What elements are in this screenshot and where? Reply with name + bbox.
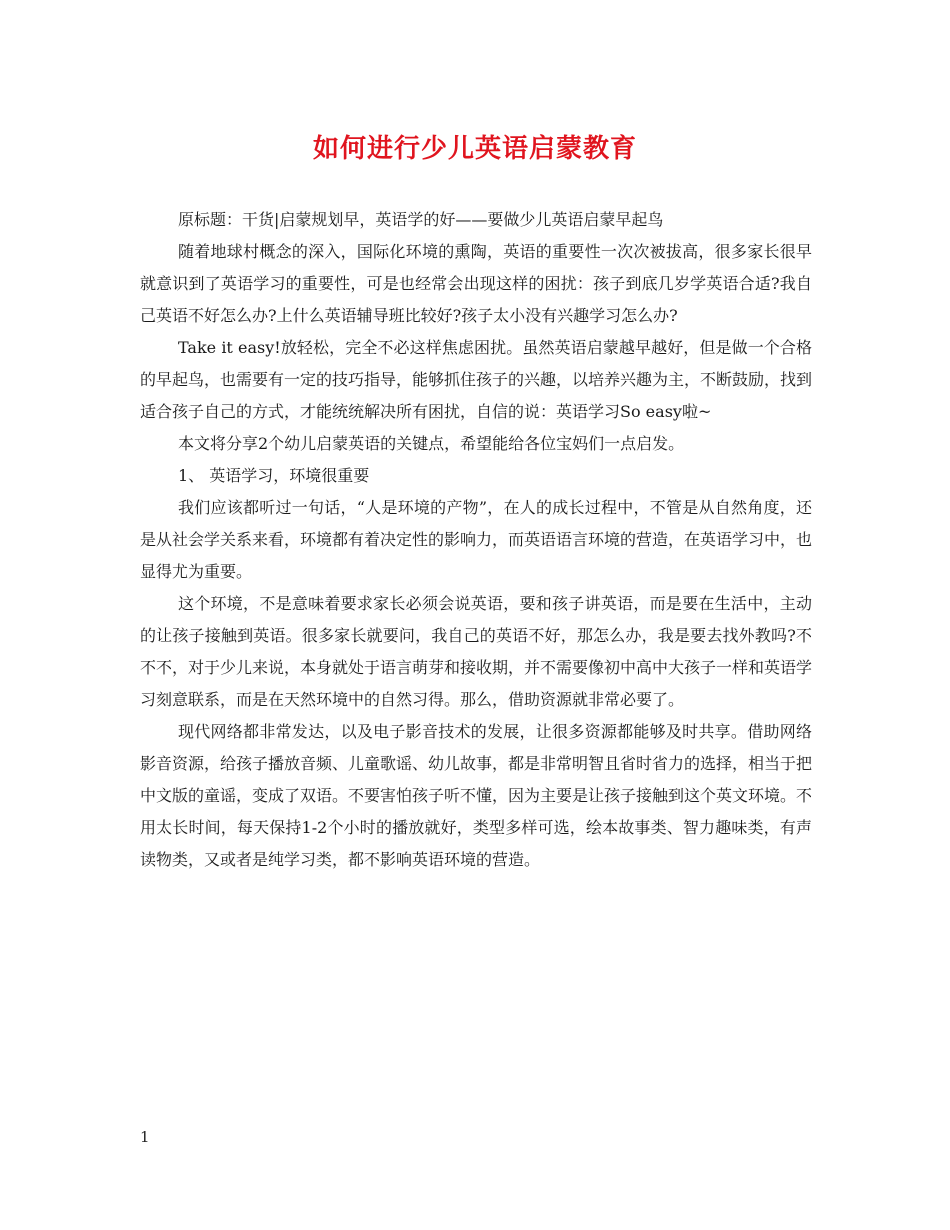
section-heading: 1、 英语学习，环境很重要 (178, 466, 370, 485)
paragraph: 现代网络都非常发达，以及电子影音技术的发展，让很多资源都能够及时共享。借助网络影音资源，给孩子播放音频、儿童歌谣、幼儿故事，都是非常明智且省时省力的选择，相当于把中文版的童谣，变成了双语。不要害怕孩子听不懂，因为主要是让孩子接触到这个英文环境。不用太长时间，每天保持1-2个小时的播放就好，类型多样可选，绘本故事类、智力趣味类，有声读物类，又或者是纯学习类，都不影响英语环境的营造。 (140, 722, 813, 869)
paragraph: 本文将分享2个幼儿启蒙英语的关键点，希望能给各位宝妈们一点启发。 (178, 434, 685, 453)
paragraph: 随着地球村概念的深入，国际化环境的熏陶，英语的重要性一次次被拔高，很多家长很早就意识到了英语学习的重要性，可是也经常会出现这样的困扰：孩子到底几岁学英语合适?我自己英语不好怎么办?上什么英语辅导班比较好?孩子太小没有兴趣学习怎么办? (140, 242, 812, 325)
document-body (140, 204, 812, 876)
page-number: 1 (140, 1128, 150, 1146)
paragraph: 我们应该都听过一句话，“人是环境的产物”，在人的成长过程中，不管是从自然角度，还是从社会学关系来看，环境都有着决定性的影响力，而英语语言环境的营造，在英语学习中，也显得尤为重要。 (140, 498, 813, 581)
paragraph: 这个环境，不是意味着要求家长必须会说英语，要和孩子讲英语，而是要在生活中，主动的让孩子接触到英语。很多家长就要问，我自己的英语不好，那怎么办，我是要去找外教吗?不不不，对于少儿来说，本身就处于语言萌芽和接收期，并不需要像初中高中大孩子一样和英语学习刻意联系，而是在天然环境中的自然习得。那么，借助资源就非常必要了。 (140, 594, 813, 709)
paragraph: Take it easy!放轻松，完全不必这样焦虑困扰。虽然英语启蒙越早越好，但是做一个合格的早起鸟，也需要有一定的技巧指导，能够抓住孩子的兴趣，以培养兴趣为主，不断鼓励，找到适合孩子自己的方式，才能统统解决所有困扰，自信的说：英语学习So easy啦~ (140, 338, 813, 421)
document-title: 如何进行少儿英语启蒙教育 (312, 134, 637, 164)
paragraph-original-title: 原标题：干货|启蒙规划早，英语学的好——要做少儿英语启蒙早起鸟 (178, 210, 664, 229)
